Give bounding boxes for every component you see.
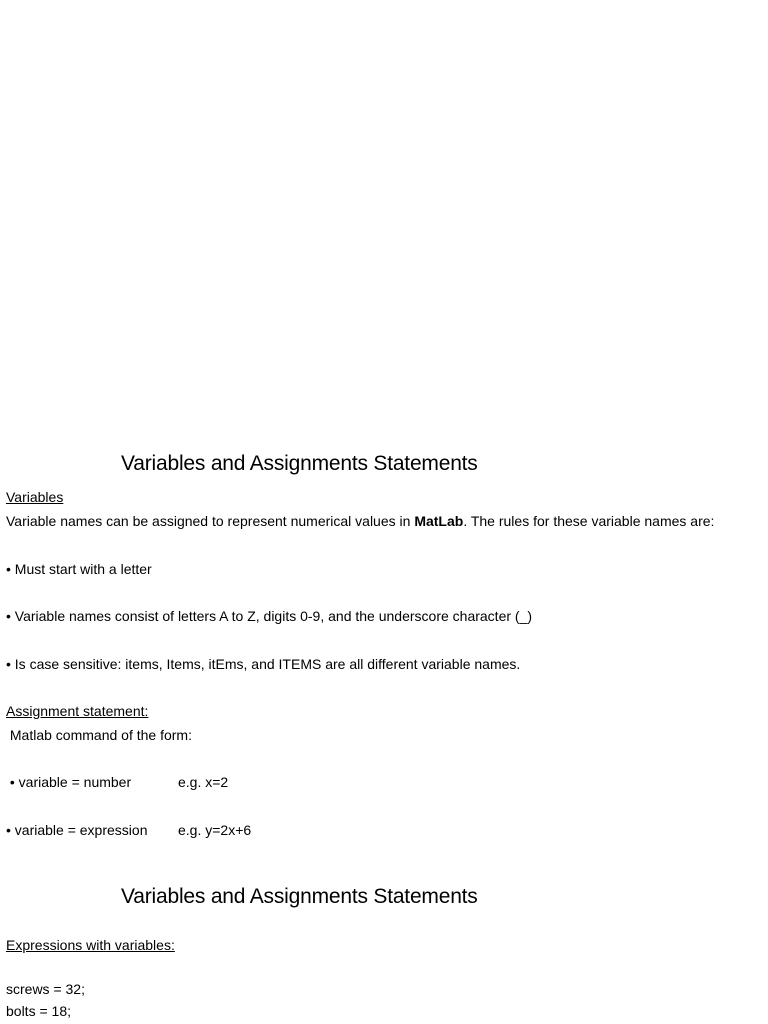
intro-text-end: . The rules for these variable names are: <box>463 513 715 529</box>
matlab-bold: MatLab <box>414 513 464 529</box>
variables-heading: Variables <box>6 489 64 505</box>
intro-text: Variable names can be assigned to represent numerical values in <box>6 513 415 529</box>
form-row <box>6 773 406 791</box>
section-title: Variables and Assignments Statements <box>121 885 478 908</box>
form-row <box>6 821 406 839</box>
section-title: Variables and Assignments Statements <box>121 452 478 475</box>
rule-item: • Is case sensitive: items, Items, itEms, and ITEMS are all different variable names. <box>6 656 521 672</box>
assignment-intro: Matlab command of the form: <box>6 727 192 743</box>
form-example: e.g. x=2 <box>178 774 229 790</box>
intro-paragraph <box>6 512 714 530</box>
code-line: screws = 32; <box>6 981 85 997</box>
form-text: • variable = expression <box>6 822 148 838</box>
expressions-heading: Expressions with variables: <box>6 937 175 953</box>
assignment-heading: Assignment statement: <box>6 703 149 719</box>
code-line: bolts = 18; <box>6 1003 71 1019</box>
form-example: e.g. y=2x+6 <box>178 822 252 838</box>
rule-item: • Variable names consist of letters A to Z, digits 0-9, and the underscore character (_) <box>6 608 533 624</box>
rule-item: • Must start with a letter <box>6 561 152 577</box>
form-text: • variable = number <box>6 774 132 790</box>
